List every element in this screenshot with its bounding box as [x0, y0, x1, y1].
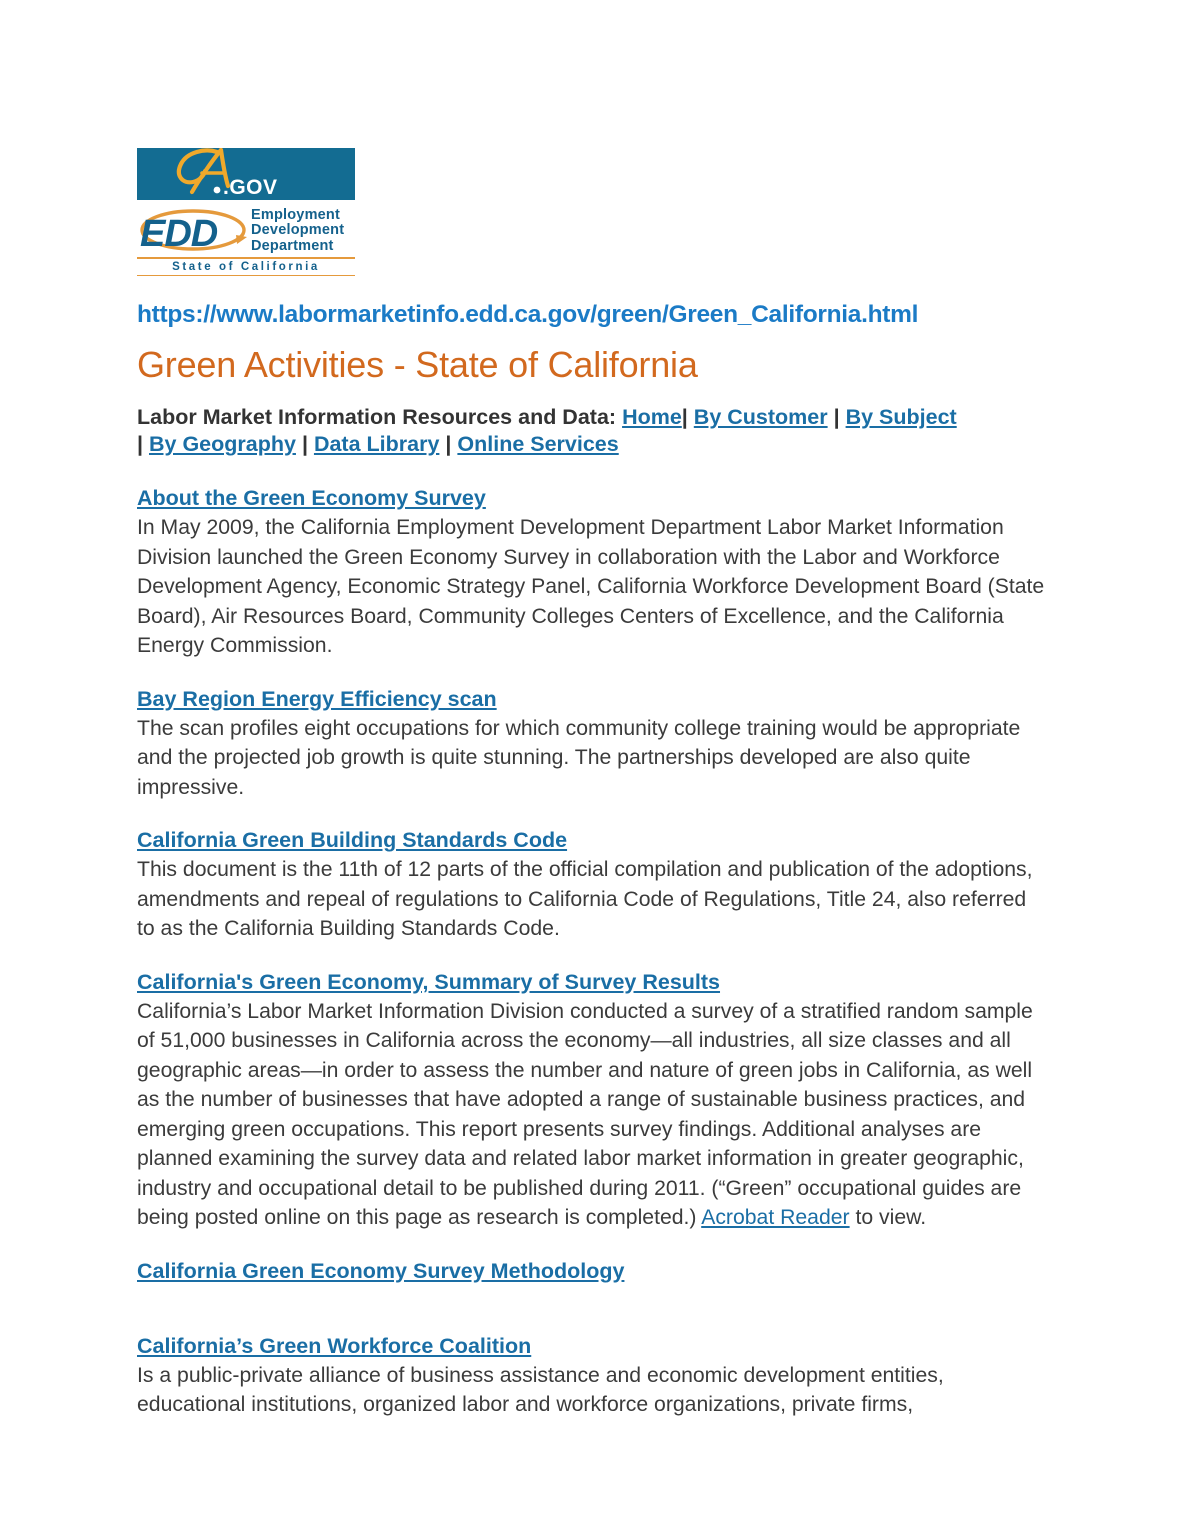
ca-gov-wordmark-icon	[165, 148, 295, 200]
edd-logo	[137, 200, 355, 276]
edd-acronym-icon	[137, 204, 249, 256]
section-body: The scan profiles eight occupations for which community college training would be appropriate and the projected job growth is quite stunning. The partnerships developed are also quite impressive.	[137, 716, 1021, 799]
nav-link-by-customer[interactable]: By Customer	[693, 405, 828, 429]
section-spacer	[137, 1286, 1052, 1308]
nav-label: Labor Market Information Resources and Data:	[137, 405, 617, 429]
divider-bottom	[137, 275, 355, 277]
section-heading-row	[137, 1332, 1052, 1360]
edd-line-2: Development	[251, 222, 345, 238]
nav-separator-5: |	[445, 432, 452, 456]
section-heading-row	[137, 484, 1052, 512]
section-heading-row	[137, 1257, 1052, 1285]
edd-line-3: Department	[251, 237, 334, 254]
edd-line-1: Employment	[251, 206, 341, 223]
section-californias-green-economy-summary-of-survey-results	[137, 968, 1052, 1233]
section-heading-link[interactable]: About the Green Economy Survey	[137, 486, 486, 510]
section-california-green-economy-survey-methodology	[137, 1257, 1052, 1308]
ca-gov-logo	[137, 148, 355, 200]
edd-state-text: State of California	[172, 260, 320, 273]
section-heading-link[interactable]: California’s Green Workforce Coalition	[137, 1333, 532, 1358]
section-heading-link[interactable]: Bay Region Energy Efficiency scan	[137, 686, 497, 711]
acrobat-reader-link[interactable]: Acrobat Reader	[701, 1206, 850, 1229]
section-body: Is a public-private alliance of business assistance and economic development entities, educational institutions, organized labor and workforce organizations, private firms,	[137, 1363, 944, 1416]
nav-separator-4: |	[301, 432, 308, 456]
page-title: Green Activities - State of California	[137, 344, 698, 385]
nav-link-by-geography[interactable]: By Geography	[149, 432, 296, 456]
svg-text:EDD: EDD	[140, 213, 218, 255]
section-body-part-1: California’s Labor Market Information Division conducted a survey of a stratified random sample of 51,000 businesses in California across the economy—all industries, all size classes and all geographic areas—in order to assess the number and nature of green jobs in California, as well as the number of businesses that have adopted a range of sustainable business practices, and emerging green occupations. This report presents survey findings. Additional analyses are planned examining the survey data and related labor market information in greater geographic, industry and occupational detail to be published during 2011. (“Green” occupational guides are being posted online on this page as research is completed.)	[137, 999, 1033, 1229]
edd-state-banner	[137, 257, 355, 276]
section-heading-link[interactable]: California Green Economy Survey Methodology	[137, 1258, 625, 1283]
nav-link-data-library[interactable]: Data Library	[313, 432, 440, 456]
edd-name-lines	[249, 208, 355, 257]
document-url[interactable]: https://www.labormarketinfo.edd.ca.gov/green/Green_California.html	[137, 301, 919, 328]
nav-separator-3: |	[137, 432, 144, 456]
section-californias-green-workforce-coalition	[137, 1332, 1052, 1420]
breadcrumb-nav	[137, 404, 967, 458]
section-body	[137, 997, 1049, 1233]
section-body-part-2: to view.	[849, 1206, 927, 1229]
nav-link-home[interactable]: Home	[622, 405, 682, 429]
svg-text:.GOV: .GOV	[223, 176, 278, 199]
section-heading-link[interactable]: California's Green Economy, Summary of Survey Results	[137, 969, 721, 994]
nav-link-by-subject[interactable]: By Subject	[845, 405, 957, 429]
nav-separator-1: |	[681, 405, 688, 429]
section-heading-row	[137, 826, 1052, 854]
section-heading-row	[137, 685, 1052, 713]
section-body: In May 2009, the California Employment Development Department Labor Market Information Division launched the Green Economy Survey in collaboration with the Labor and Workforce Development Agency, Economic Strategy Panel, California Workforce Development Board (State Board), Air Resources Board, Community Colleges Centers of Excellence, and the California Energy Commission.	[137, 516, 1045, 657]
section-heading-row	[137, 968, 1052, 996]
nav-separator-2: |	[833, 405, 840, 429]
section-heading-link[interactable]: California Green Building Standards Code	[137, 828, 568, 852]
section-about-green-economy-survey	[137, 484, 1052, 661]
section-bay-region-energy-efficiency-scan	[137, 685, 1052, 803]
document-content	[137, 148, 1052, 1420]
section-california-green-building-standards-code	[137, 826, 1052, 944]
agency-logo-block	[137, 148, 355, 276]
section-body: This document is the 11th of 12 parts of the official compilation and publication of the adoptions, amendments and repeal of regulations to California Code of Regulations, Title 24, also referred to as the California Building Standards Code.	[137, 858, 1033, 940]
nav-link-online-services[interactable]: Online Services	[457, 432, 619, 456]
